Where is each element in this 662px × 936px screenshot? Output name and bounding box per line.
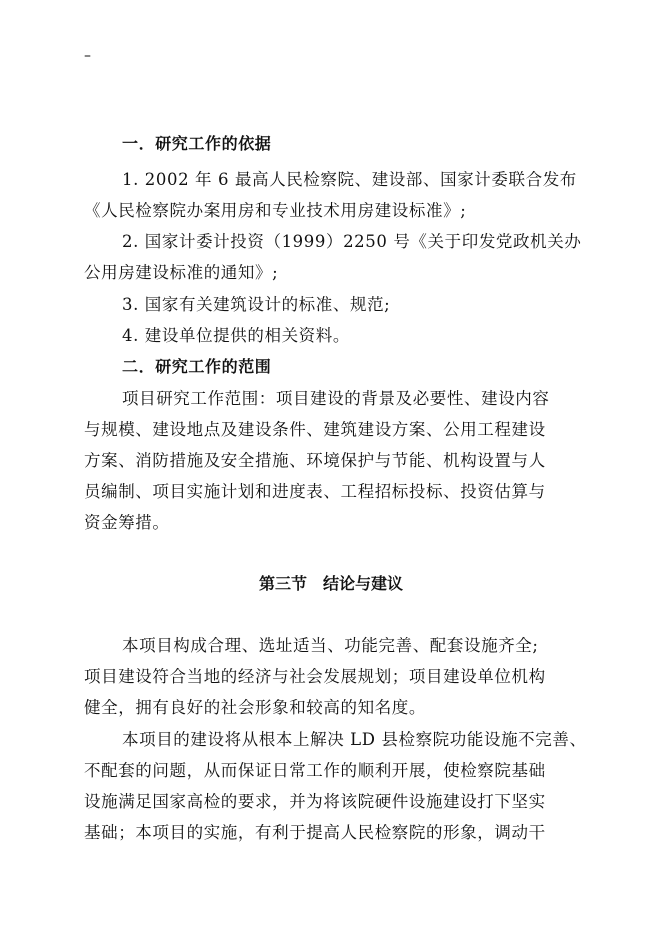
conclusion-p2-line-1: 本项目的建设将从根本上解决 LD 县检察院功能设施不完善、 [122, 730, 587, 749]
scope-line-2: 与规模、建设地点及建设条件、建筑建设方案、公用工程建设 [84, 420, 546, 439]
conclusion-p1-line-1: 本项目构成合理、选址适当、功能完善、配套设施齐全; [122, 636, 539, 655]
scope-line-3: 方案、消防措施及安全措施、环境保护与节能、机构设置与人 [84, 451, 546, 470]
heading-research-basis: 一．研究工作的依据 [122, 134, 272, 153]
scope-line-4: 员编制、项目实施计划和进度表、工程招标投标、投资估算与 [84, 482, 546, 501]
scope-line-5: 资金筹措。 [84, 513, 170, 532]
scope-line-1: 项目研究工作范围：项目建设的背景及必要性、建设内容 [122, 389, 550, 408]
heading-research-scope: 二．研究工作的范围 [122, 357, 272, 376]
conclusion-p2-line-3: 设施满足国家高检的要求，并为将该院硬件设施建设打下坚实 [84, 792, 546, 811]
conclusion-p2-line-4: 基础；本项目的实施，有利于提高人民检察院的形象，调动干 [84, 823, 546, 842]
basis-item-4: 4. 建设单位提供的相关资料。 [122, 326, 350, 345]
basis-item-2-line-2: 公用房建设标准的通知》; [84, 263, 279, 282]
basis-item-1-line-2: 《人民检察院办案用房和专业技术用房建设标准》; [84, 201, 467, 220]
conclusion-p1-line-3: 健全，拥有良好的社会形象和较高的知名度。 [84, 698, 426, 717]
header-mark: – [84, 48, 91, 64]
basis-item-3: 3. 国家有关建筑设计的标准、规范; [122, 295, 391, 314]
conclusion-p1-line-2: 项目建设符合当地的经济与社会发展规划；项目建设单位机构 [84, 667, 546, 686]
basis-item-2-line-1: 2. 国家计委计投资（1999）2250 号《关于印发党政机关办 [122, 232, 582, 251]
basis-item-1-line-1: 1. 2002 年 6 最高人民检察院、建设部、国家计委联合发布 [122, 170, 577, 189]
conclusion-p2-line-2: 不配套的问题，从而保证日常工作的顺利开展，使检察院基础 [84, 761, 546, 780]
section-title-conclusions: 第三节 结论与建议 [258, 574, 403, 593]
